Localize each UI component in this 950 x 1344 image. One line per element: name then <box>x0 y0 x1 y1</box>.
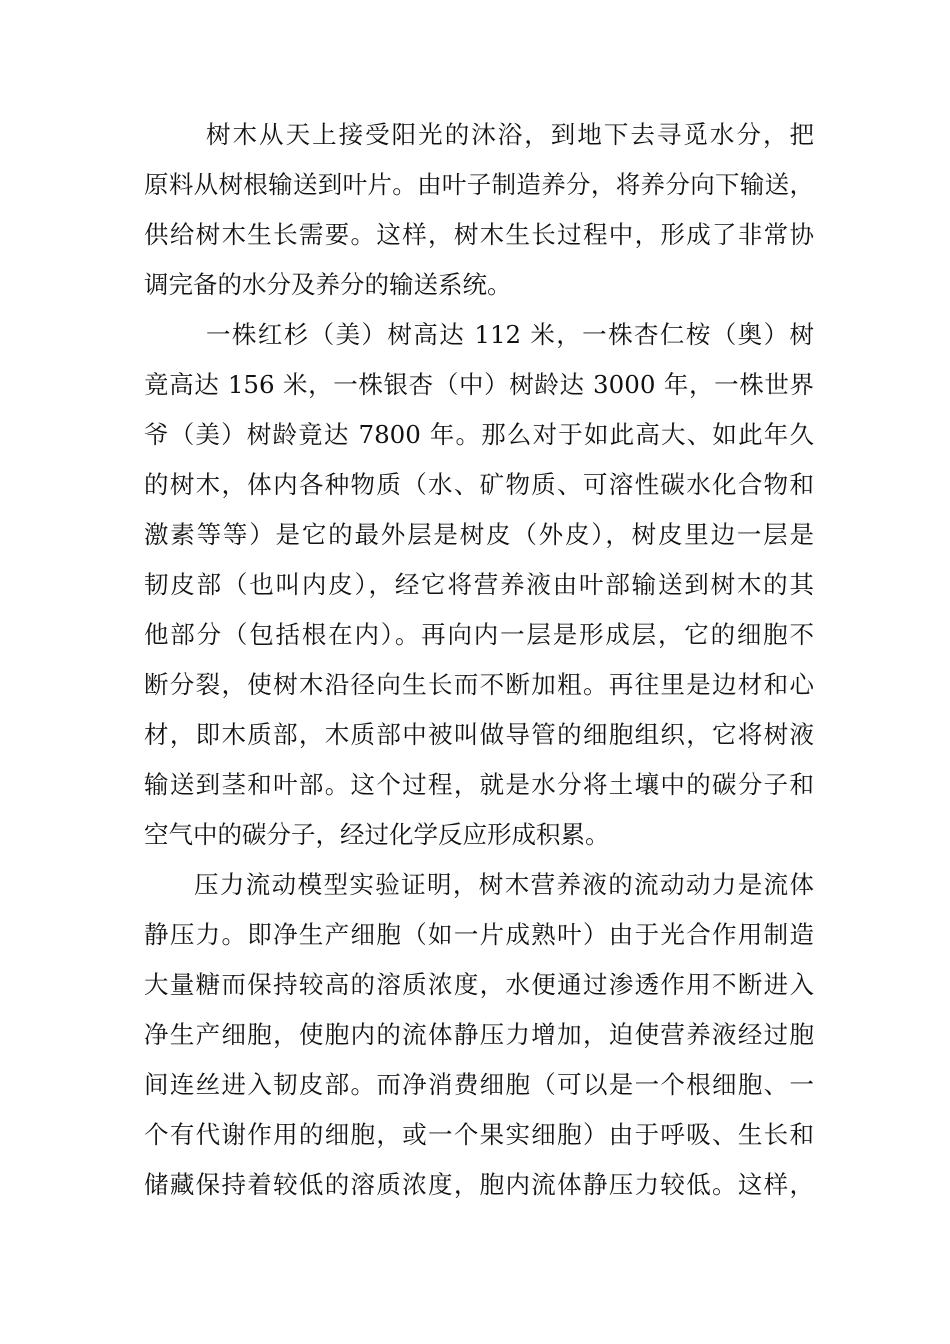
text-line: 输送到茎和叶部。这个过程，就是水分将土壤中的碳分子和 <box>144 770 814 799</box>
text-line: 储藏保持着较低的溶质浓度，胞内流体静压力较低。这样， <box>144 1170 814 1199</box>
text-line: 大量糖而保持较高的溶质浓度，水便通过渗透作用不断进入 <box>144 970 814 999</box>
document-body <box>144 110 814 1210</box>
text-line: 爷（美）树龄竟达 7800 年。那么对于如此高大、如此年久 <box>144 420 814 449</box>
text-line: 的树木，体内各种物质（水、矿物质、可溶性碳水化合物和 <box>144 470 814 499</box>
text-line: 一株红杉（美）树高达 112 米，一株杏仁桉（奥）树 <box>206 320 814 349</box>
paragraph-1 <box>144 110 814 310</box>
text-line: 他部分（包括根在内）。再向内一层是形成层，它的细胞不 <box>144 620 814 649</box>
text-line: 净生产细胞，使胞内的流体静压力增加，迫使营养液经过胞 <box>144 1020 814 1049</box>
text-line: 竟高达 156 米，一株银杏（中）树龄达 3000 年，一株世界 <box>144 370 814 399</box>
text-line: 断分裂，使树木沿径向生长而不断加粗。再往里是边材和心 <box>144 670 814 699</box>
text-line: 材，即木质部，木质部中被叫做导管的细胞组织，它将树液 <box>144 720 814 749</box>
text-line: 韧皮部（也叫内皮），经它将营养液由叶部输送到树木的其 <box>144 570 814 599</box>
text-line: 空气中的碳分子，经过化学反应形成积累。 <box>144 820 610 849</box>
text-line: 间连丝进入韧皮部。而净消费细胞（可以是一个根细胞、一 <box>144 1070 814 1099</box>
text-line: 静压力。即净生产细胞（如一片成熟叶）由于光合作用制造 <box>144 920 814 949</box>
paragraph-2 <box>144 310 814 860</box>
paragraph-3 <box>144 860 814 1210</box>
text-line: 树木从天上接受阳光的沐浴，到地下去寻觅水分，把 <box>206 120 814 149</box>
text-line: 个有代谢作用的细胞，或一个果实细胞）由于呼吸、生长和 <box>144 1120 814 1149</box>
text-line: 压力流动模型实验证明，树木营养液的流动动力是流体 <box>194 870 814 899</box>
text-line: 原料从树根输送到叶片。由叶子制造养分，将养分向下输送， <box>144 170 814 199</box>
text-line: 供给树木生长需要。这样，树木生长过程中，形成了非常协 <box>144 220 814 249</box>
text-line: 激素等等）是它的最外层是树皮（外皮），树皮里边一层是 <box>144 520 814 549</box>
text-line: 调完备的水分及养分的输送系统。 <box>144 270 512 299</box>
